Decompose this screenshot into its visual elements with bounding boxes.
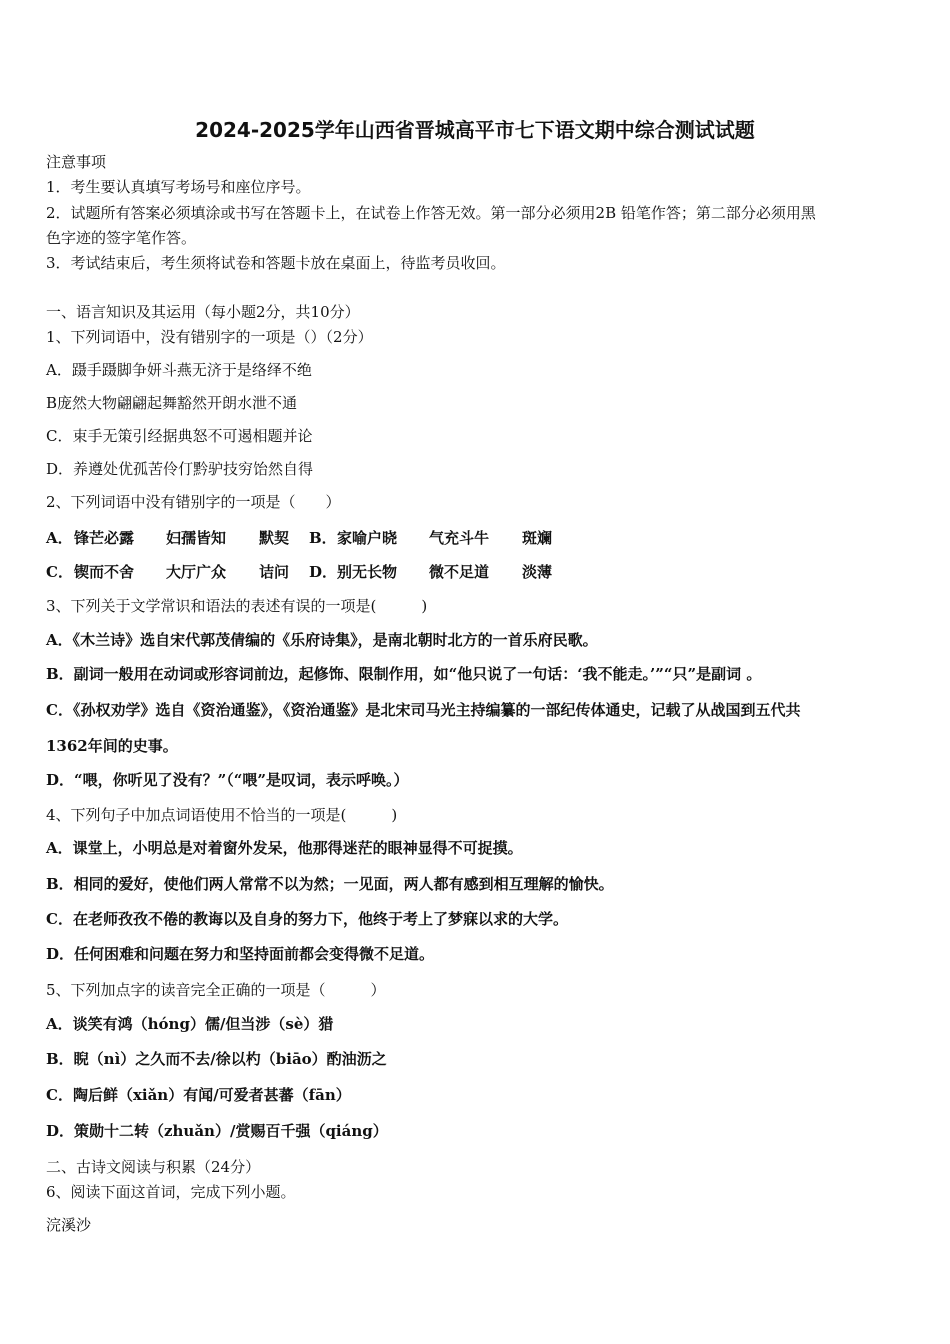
q2-word: 锲而不舍 [74,563,135,581]
section-1-heading: 一、语言知识及其运用（每小题2分，共10分） [46,303,360,321]
q2-word: 默契 [259,529,290,547]
q4-stem: 4、下列句子中加点词语使用不恰当的一项是( ) [46,806,398,824]
q1-option-c: C．束手无策引经据典怒不可遏相题并论 [46,427,313,445]
q1-stem: 1、下列词语中，没有错别字的一项是（）（2分） [46,328,373,346]
section-2-heading: 二、古诗文阅读与积累（24分） [46,1158,261,1176]
q2-word: 别无长物 [337,563,398,581]
q2-word: 淡薄 [522,563,553,581]
q2-stem: 2、下列词语中没有错别字的一项是（ ） [46,493,341,511]
q1-option-b: B庞然大物翩翩起舞豁然开朗水泄不通 [46,394,298,412]
q4-option-b: B．相同的爱好，使他们两人常常不以为然；一见面，两人都有感到相互理解的愉快。 [46,875,614,893]
notice-item: 3．考试结束后，考生须将试卷和答题卡放在桌面上，待监考员收回。 [46,254,506,272]
q2-word: 家喻户晓 [337,529,398,547]
q3-stem: 3、下列关于文学常识和语法的表述有误的一项是( ) [46,597,428,615]
q2-word: 斑斓 [522,529,553,547]
q2-word: 妇孺皆知 [166,529,227,547]
page-title: 2024-2025学年山西省晋城高平市七下语文期中综合测试试题 [195,118,755,142]
q6-stem: 6、阅读下面这首词，完成下列小题。 [46,1183,296,1201]
notice-item: 2．试题所有答案必须填涂或书写在答题卡上，在试卷上作答无效。第一部分必须用2B 铅笔作答；第二部分必须用黑 [46,204,816,222]
q1-option-a: A．蹑手蹑脚争妍斗燕无济于是络绎不绝 [46,361,312,379]
q3-option-d: D．“喂，你听见了没有？”（“喂”是叹词，表示呼唤。） [46,771,409,789]
q4-option-c: C．在老师孜孜不倦的教诲以及自身的努力下，他终于考上了梦寐以求的大学。 [46,910,568,928]
q2-word: 锋芒必露 [74,529,135,547]
q4-option-a: A．课堂上，小明总是对着窗外发呆，他那得迷茫的眼神显得不可捉摸。 [46,839,523,857]
q2-options-row-2 [46,562,552,582]
q4-option-d: D．任何困难和问题在努力和坚持面前都会变得微不足道。 [46,945,435,963]
q2-options-row-1 [46,528,552,548]
q2-word: 微不足道 [429,563,490,581]
notice-item: 1．考生要认真填写考场号和座位序号。 [46,178,311,196]
q5-option-b: B．睨（nì）之久而不去/徐以杓（biāo）酌油沥之 [46,1050,387,1068]
notice-heading: 注意事项 [46,153,107,171]
q2-option-label: B． [309,529,337,547]
q2-option-label: D． [309,563,338,581]
q1-option-d: D．养遵处优孤苦伶仃黔驴技穷饴然自得 [46,460,314,478]
notice-item: 色字迹的签字笔作答。 [46,229,197,247]
q2-word: 大厅广众 [166,563,227,581]
q2-word: 气充斗牛 [429,529,490,547]
q3-option-c-cont: 1362年间的史事。 [46,737,178,755]
q2-word: 诘问 [259,563,290,581]
q5-option-c: C．陶后鲜（xiǎn）有闻/可爱者甚蕃（fān） [46,1086,351,1104]
q2-option-label: C． [46,563,73,581]
q3-option-b: B．副词一般用在动词或形容词前边，起修饰、限制作用，如“他只说了一句话：‘我不能走。’”“只”是副词 。 [46,665,762,683]
q3-option-c: C．《孙权劝学》选自《资治通鉴》，《资治通鉴》是北宋司马光主持编纂的一部纪传体通史，记载了从战国到五代共 [46,701,801,719]
poem-title: 浣溪沙 [46,1216,92,1234]
q5-option-a: A．谈笑有鸿（hóng）儒/但当涉（sè）猎 [46,1015,334,1033]
q3-option-a: A．《木兰诗》选自宋代郭茂倩编的《乐府诗集》，是南北朝时北方的一首乐府民歌。 [46,631,598,649]
q5-stem: 5、下列加点字的读音完全正确的一项是（ ） [46,981,386,999]
q2-option-label: A． [46,529,73,547]
q5-option-d: D．策勋十二转（zhuǎn）/赏赐百千强（qiáng） [46,1122,388,1140]
